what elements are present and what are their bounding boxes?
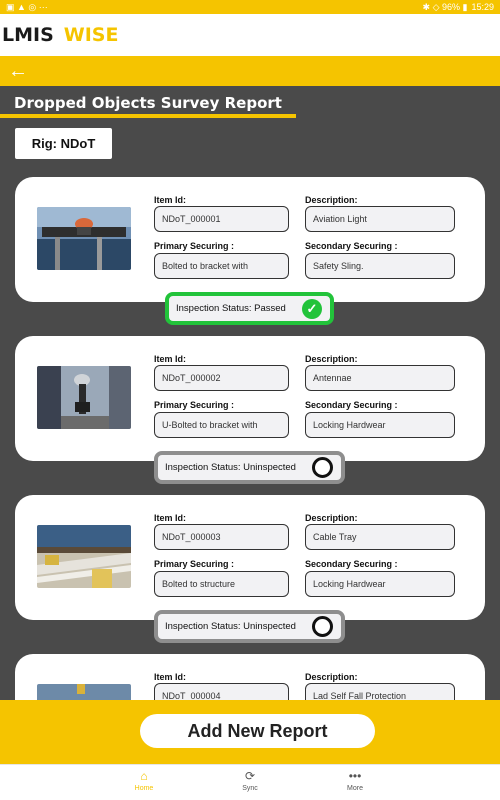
footer-bar xyxy=(0,700,500,764)
secondary-securing-label: Secondary Securing : xyxy=(305,400,398,410)
item-card[interactable] xyxy=(15,177,485,302)
add-new-report-button[interactable]: Add New Report xyxy=(140,714,375,748)
nav-bar xyxy=(0,56,500,86)
notification-icons: ▣ ▲ ◎ ··· xyxy=(6,1,48,12)
item-photo-partial xyxy=(37,684,131,700)
primary-securing-label: Primary Securing : xyxy=(154,559,235,569)
tab-home[interactable] xyxy=(114,769,174,792)
bottom-tab-bar xyxy=(0,764,500,800)
page-title: Dropped Objects Survey Report xyxy=(14,94,282,112)
brand-lmis: LMIS xyxy=(2,24,54,46)
item-photo-antennae xyxy=(37,366,131,429)
item-id-field[interactable]: NDoT_000003 xyxy=(154,524,289,550)
system-status-icons: ✱ ◇ 96% ▮ xyxy=(422,1,468,12)
report-list-area[interactable] xyxy=(0,86,500,700)
description-label: Description: xyxy=(305,513,358,523)
primary-securing-label: Primary Securing : xyxy=(154,241,235,251)
more-icon: ••• xyxy=(348,769,362,783)
primary-securing-label: Primary Securing : xyxy=(154,400,235,410)
sync-icon: ⟳ xyxy=(244,769,256,783)
primary-securing-field[interactable]: Bolted to structure xyxy=(154,571,289,597)
item-id-label: Item Id: xyxy=(154,672,187,682)
item-id-field[interactable]: NDoT_000001 xyxy=(154,206,289,232)
title-underline xyxy=(0,114,296,118)
back-arrow-icon[interactable]: ← xyxy=(8,60,28,82)
secondary-securing-field[interactable]: Locking Hardwear xyxy=(305,571,455,597)
empty-circle-icon xyxy=(312,457,333,478)
item-id-label: Item Id: xyxy=(154,354,187,364)
tab-home-label: Home xyxy=(134,785,154,792)
item-id-label: Item Id: xyxy=(154,513,187,523)
inspection-status-badge[interactable] xyxy=(165,292,334,325)
description-field[interactable]: Cable Tray xyxy=(305,524,455,550)
description-label: Description: xyxy=(305,354,358,364)
item-id-field[interactable]: NDoT_000004 xyxy=(154,683,289,700)
tab-more[interactable] xyxy=(325,769,385,792)
inspection-status-text: Inspection Status: Uninspected xyxy=(165,462,296,473)
rig-label: Rig: NDoT xyxy=(15,128,112,159)
inspection-status-text: Inspection Status: Passed xyxy=(176,303,286,314)
item-card[interactable] xyxy=(15,495,485,620)
inspection-status-badge[interactable] xyxy=(154,451,345,484)
brand-header xyxy=(0,14,500,56)
item-card[interactable] xyxy=(15,654,485,700)
description-field[interactable]: Antennae xyxy=(305,365,455,391)
description-label: Description: xyxy=(305,672,358,682)
secondary-securing-field[interactable]: Locking Hardwear xyxy=(305,412,455,438)
item-card[interactable] xyxy=(15,336,485,461)
description-label: Description: xyxy=(305,195,358,205)
secondary-securing-field[interactable]: Safety Sling. xyxy=(305,253,455,279)
primary-securing-field[interactable]: Bolted to bracket with xyxy=(154,253,289,279)
item-photo-aviation-light xyxy=(37,207,131,270)
item-id-label: Item Id: xyxy=(154,195,187,205)
inspection-status-badge[interactable] xyxy=(154,610,345,643)
item-id-field[interactable]: NDoT_000002 xyxy=(154,365,289,391)
description-field[interactable]: Lad Self Fall Protection xyxy=(305,683,455,700)
empty-circle-icon xyxy=(312,616,333,637)
description-field[interactable]: Aviation Light xyxy=(305,206,455,232)
check-circle-icon: ✓ xyxy=(302,299,322,319)
primary-securing-field[interactable]: U-Bolted to bracket with xyxy=(154,412,289,438)
tab-sync-label: Sync xyxy=(242,785,258,792)
status-bar xyxy=(0,0,500,14)
secondary-securing-label: Secondary Securing : xyxy=(305,559,398,569)
item-photo-cable-tray xyxy=(37,525,131,588)
inspection-status-text: Inspection Status: Uninspected xyxy=(165,621,296,632)
tab-sync[interactable] xyxy=(220,769,280,792)
brand-wise: WISE xyxy=(63,24,119,46)
clock: 15:29 xyxy=(471,2,494,12)
home-icon: ⌂ xyxy=(140,769,148,783)
tab-more-label: More xyxy=(347,785,363,792)
secondary-securing-label: Secondary Securing : xyxy=(305,241,398,251)
